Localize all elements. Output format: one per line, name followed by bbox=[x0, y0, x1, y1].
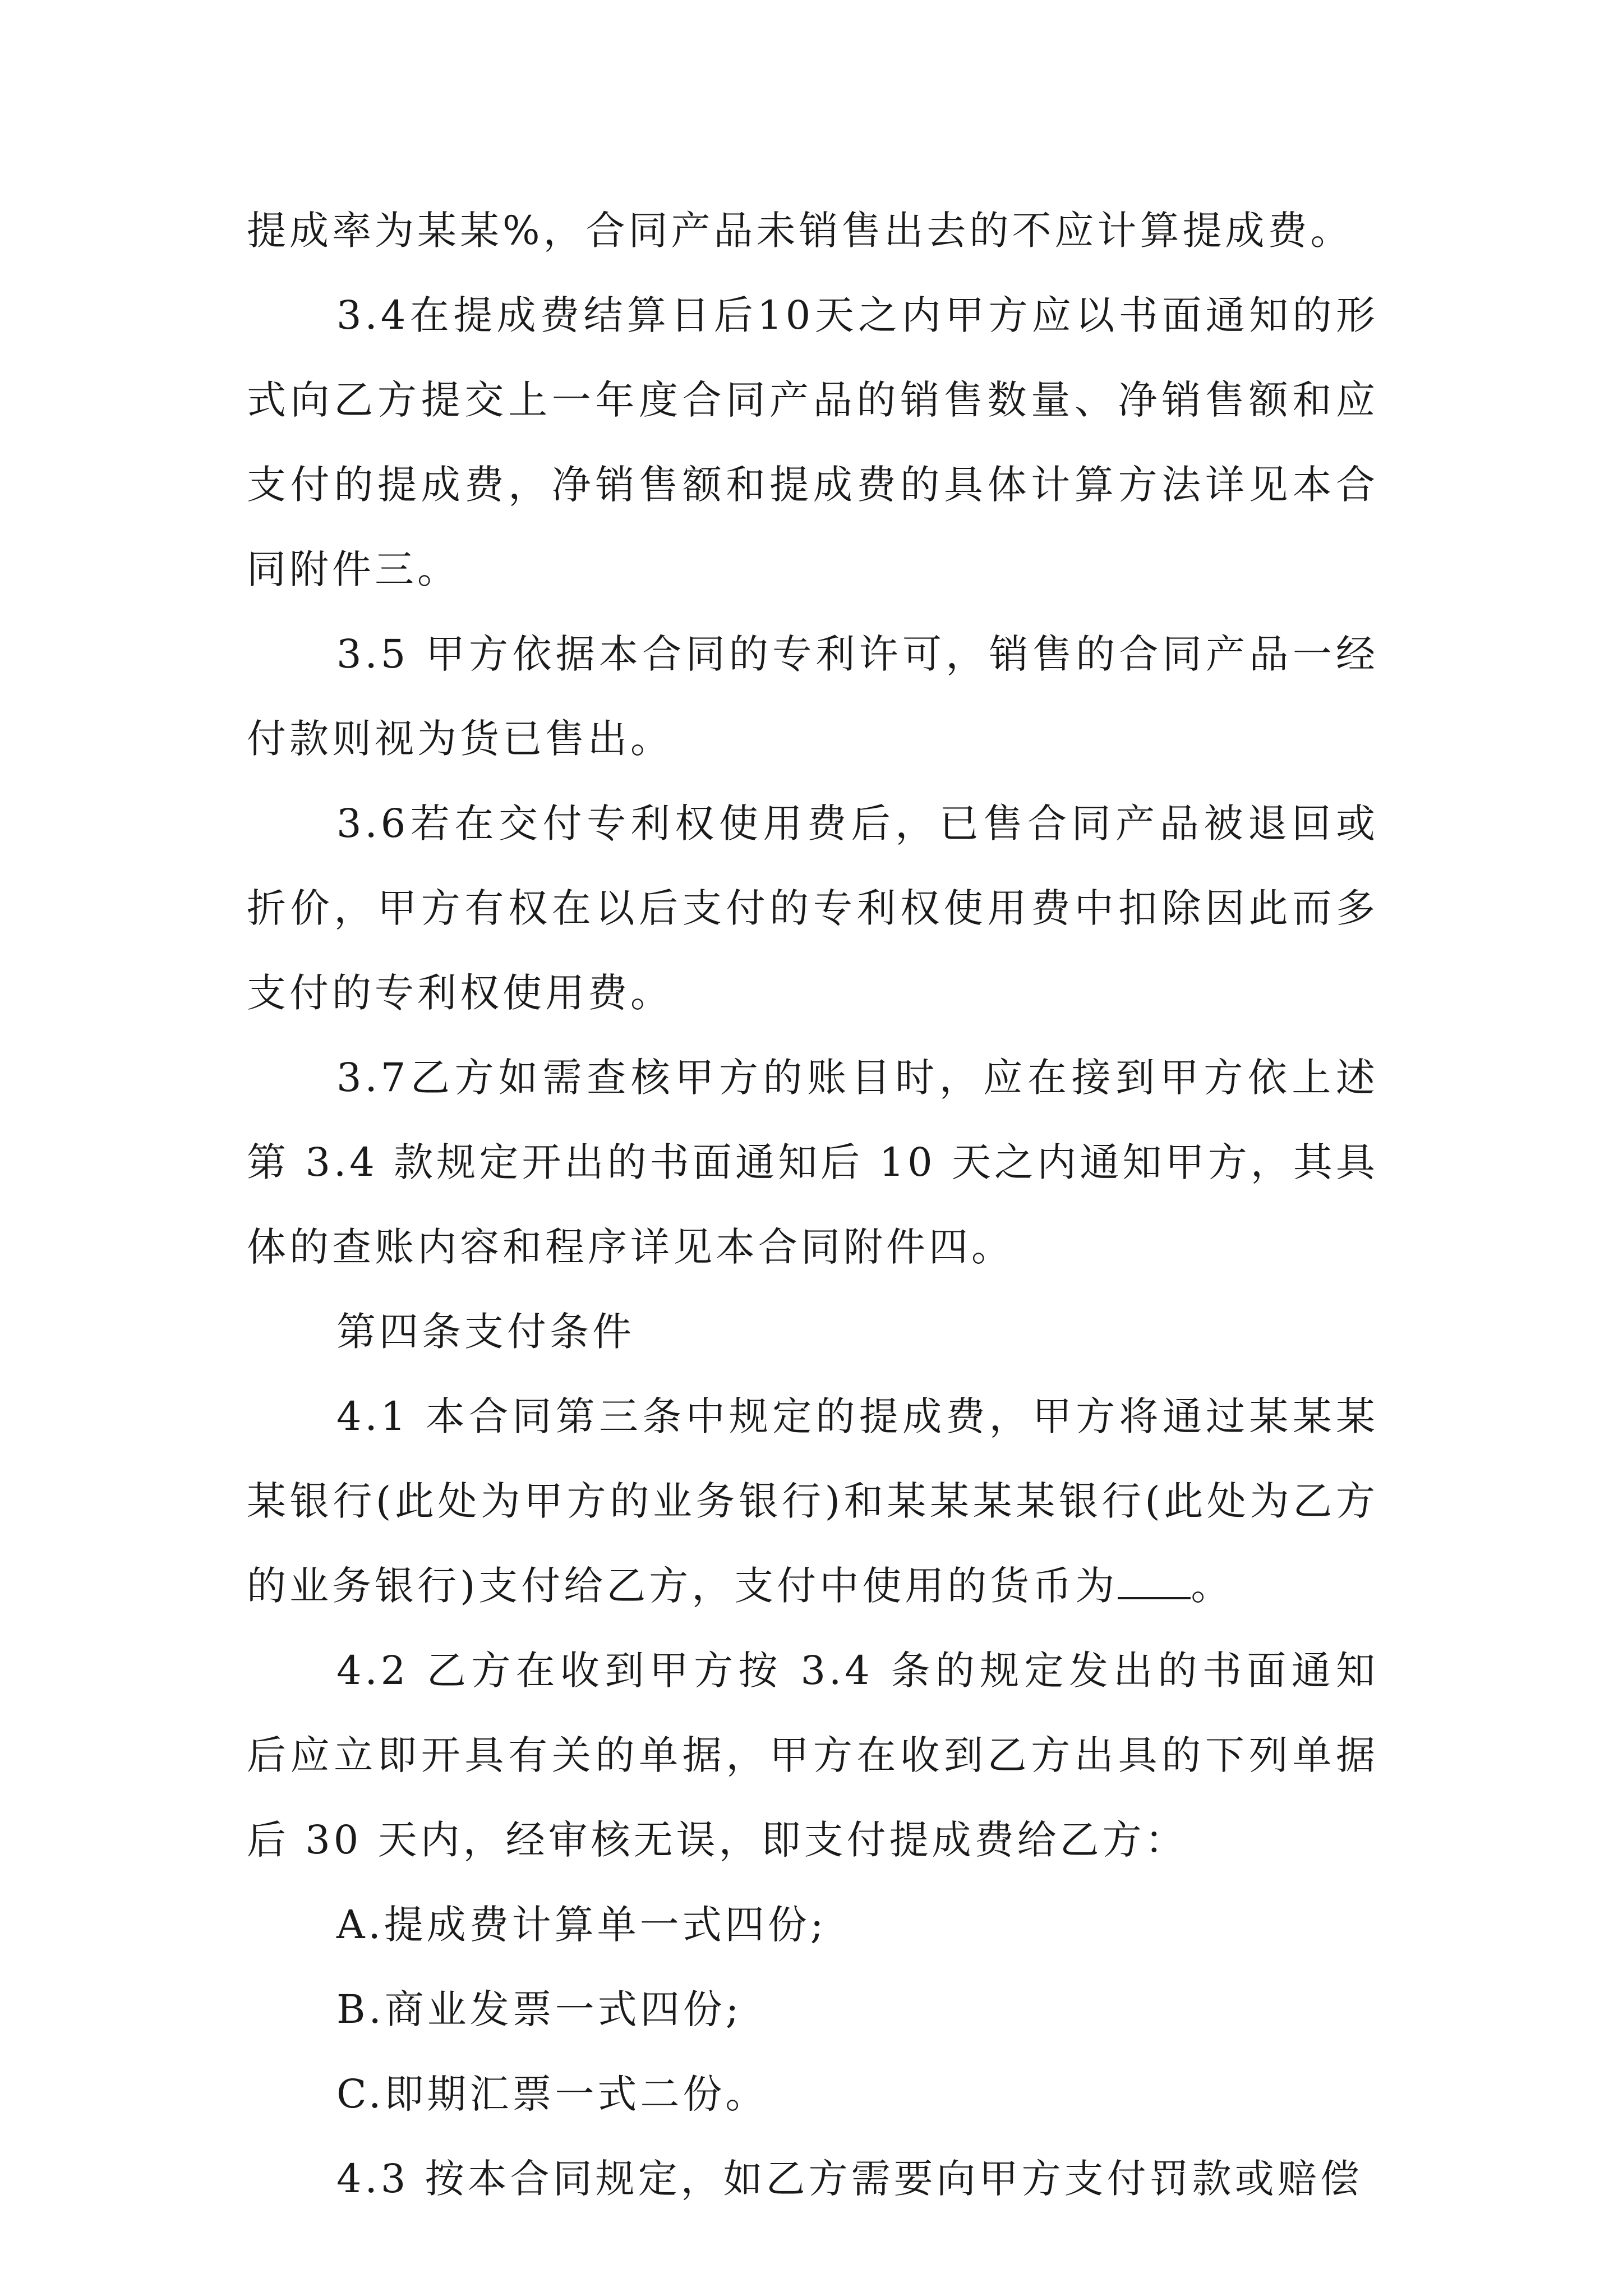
clause-4-1-end: 。 bbox=[1191, 1563, 1234, 1609]
list-item-b: B.商业发票一式四份; bbox=[336, 1986, 743, 2032]
clause-4-1-text: 4.1 本合同第三条中规定的提成费，甲方将通过某某某某银行(此处为甲方的业务银行)和某某某某银行(此处为乙方的业务银行)支付给乙方，支付中使用的货币为 bbox=[247, 1393, 1378, 1609]
paragraph-clause-4-3: 4.3 按本合同规定，如乙方需要向甲方支付罚款或赔偿 bbox=[336, 2156, 1363, 2202]
list-item-c: C.即期汇票一式二份。 bbox=[336, 2071, 768, 2117]
paragraph-clause-3-5: 3.5 甲方依据本合同的专利许可，销售的合同产品一经付款则视为货已售出。 bbox=[247, 631, 1378, 762]
paragraph-clause-4-2: 4.2 乙方在收到甲方按 3.4 条的规定发出的书面通知后应立即开具有关的单据，甲方在收到乙方出具的下列单据后 30 天内，经审核无误，即支付提成费给乙方： bbox=[247, 1648, 1378, 1863]
currency-blank bbox=[1118, 1565, 1191, 1599]
paragraph-clause-3-7: 3.7乙方如需查核甲方的账目时，应在接到甲方依上述第 3.4 款规定开出的书面通知后 10 天之内通知甲方，其具体的查账内容和程序详见本合同附件四。 bbox=[247, 1055, 1378, 1270]
list-item-a: A.提成费计算单一式四份; bbox=[336, 1902, 827, 1948]
paragraph-clause-3-4: 3.4在提成费结算日后10天之内甲方应以书面通知的形式向乙方提交上一年度合同产品的销售数量、净销售额和应支付的提成费，净销售额和提成费的具体计算方法详见本合同附件三。 bbox=[247, 292, 1378, 592]
paragraph-continuation: 提成率为某某%，合同产品未销售出去的不应计算提成费。 bbox=[247, 208, 1353, 254]
paragraph-clause-4-1 bbox=[247, 1374, 1378, 1628]
paragraph-clause-3-6: 3.6若在交付专利权使用费后，已售合同产品被退回或折价，甲方有权在以后支付的专利权使用费中扣除因此而多支付的专利权使用费。 bbox=[247, 800, 1378, 1016]
article-4-heading: 第四条支付条件 bbox=[336, 1309, 635, 1355]
document-body bbox=[247, 188, 1378, 2221]
